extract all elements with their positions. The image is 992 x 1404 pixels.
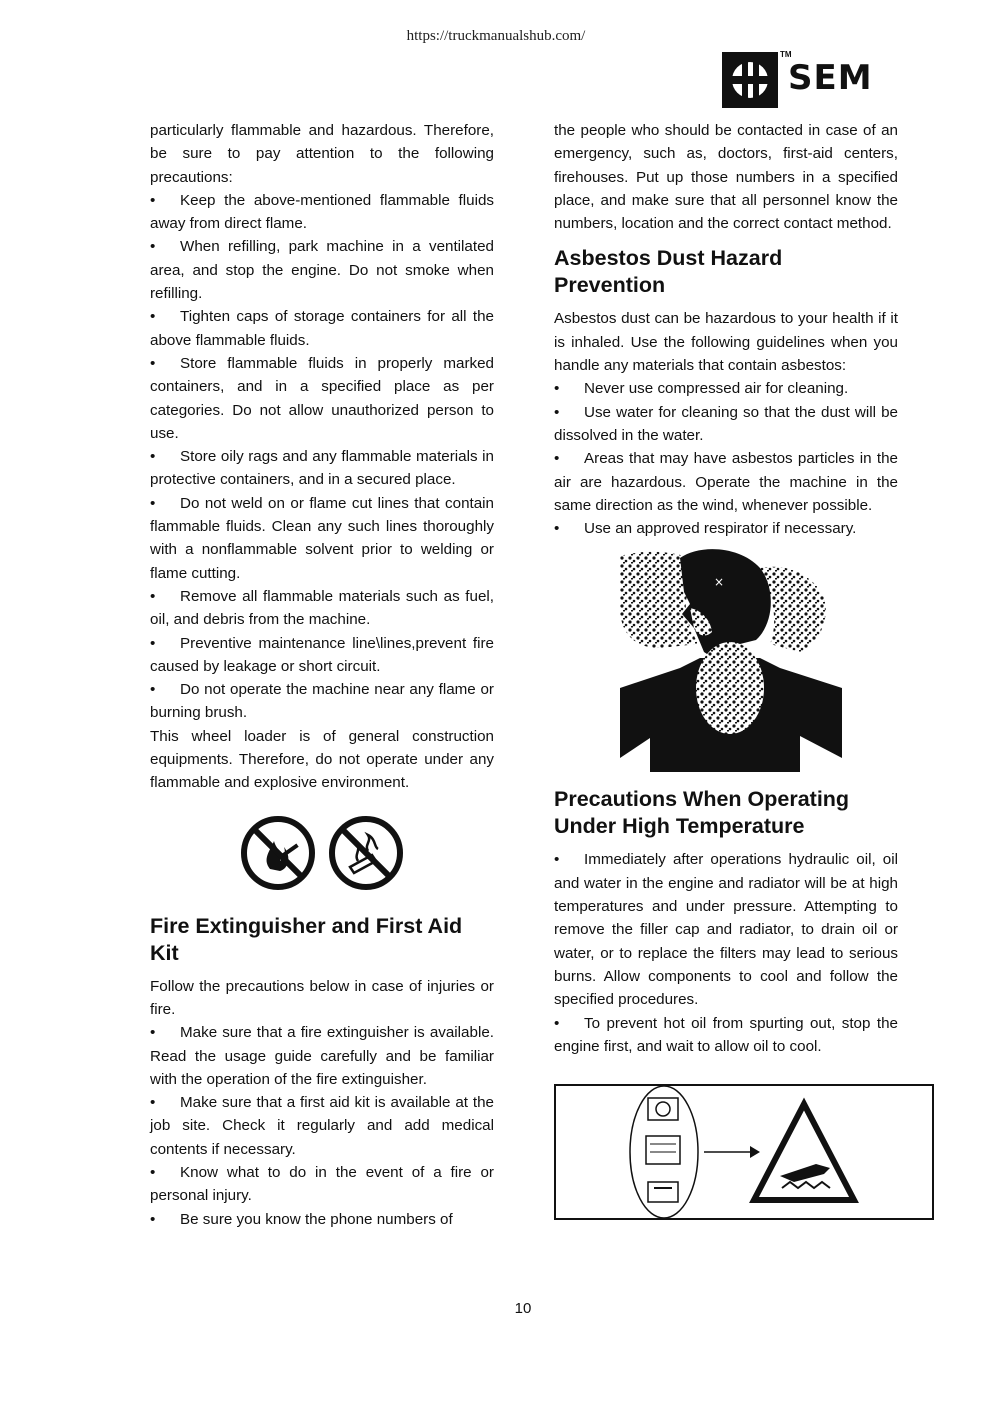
fire-extinguisher-heading: Fire Extinguisher and First Aid Kit bbox=[150, 913, 463, 965]
asbestos-heading: Asbestos Dust Hazard Prevention bbox=[554, 246, 783, 298]
list-item: • Make sure that a first aid kit is available at the job site. Check it regularly and add medical contents if necessary. bbox=[150, 1094, 494, 1158]
list-item: • Know what to do in the event of a fire or personal injury. bbox=[150, 1163, 494, 1205]
no-open-flame-icon bbox=[240, 815, 316, 891]
list-item: • Be sure you know the phone numbers of bbox=[150, 1210, 453, 1228]
list-item: • Use an approved respirator if necessary. bbox=[554, 520, 857, 538]
list-item: • Use water for cleaning so that the dust will be dissolved in the water. bbox=[554, 403, 898, 444]
list-item: • Make sure that a fire extinguisher is available. Read the usage guide carefully and be familiar with the operation of the fire extinguisher. bbox=[150, 1024, 494, 1088]
list-item: • To prevent hot oil from spurting out, stop the engine first, and wait to allow oil to cool. bbox=[554, 1014, 898, 1055]
right-column bbox=[554, 119, 898, 1220]
asbestos-inhalation-icon bbox=[620, 548, 846, 772]
high-temperature-heading: Precautions When Operating Under High Temperature bbox=[554, 787, 850, 839]
list-item: • Preventive maintenance line\lines,prevent fire caused by leakage or short circuit. bbox=[150, 634, 494, 675]
left-column bbox=[150, 119, 494, 1231]
closing-paragraph: This wheel loader is of general construction equipments. Therefore, do not operate under any flammable and explosive environment. bbox=[150, 727, 494, 792]
page-number: 10 bbox=[514, 1300, 532, 1317]
list-item: • Areas that may have asbestos particles in the air are hazardous. Operate the machine in the same direction as the wind, whenever possible. bbox=[554, 450, 898, 514]
list-item: • Do not operate the machine near any flame or burning brush. bbox=[150, 681, 494, 722]
fire-intro-paragraph: Follow the precautions below in case of injuries or fire. bbox=[150, 977, 494, 1018]
list-item: • When refilling, park machine in a ventilated area, and stop the engine. Do not smoke when refilling. bbox=[150, 238, 494, 303]
list-item: • Store oily rags and any flammable materials in protective containers, and in a secured place. bbox=[150, 448, 494, 489]
battery-icon bbox=[648, 1182, 678, 1202]
source-url: https://truckmanualshub.com/ bbox=[406, 28, 586, 44]
sem-logo bbox=[720, 50, 890, 110]
no-smoking-icon bbox=[328, 815, 404, 891]
list-item: • Store flammable fluids in properly marked containers, and in a specified place as per categories. Do not allow unauthorized person to use. bbox=[150, 354, 494, 442]
logo-wordmark: SEM bbox=[788, 58, 873, 98]
intro-paragraph: particularly flammable and hazardous. Therefore, be sure to pay attention to the following precautions: bbox=[150, 122, 494, 186]
list-item: • Never use compressed air for cleaning. bbox=[554, 380, 849, 398]
svg-text:×: × bbox=[714, 575, 725, 590]
trademark-mark: TM bbox=[780, 50, 792, 59]
list-item: • Remove all flammable materials such as fuel, oil, and debris from the machine. bbox=[150, 587, 494, 629]
engine-icon bbox=[646, 1136, 680, 1164]
list-item: • Do not weld on or flame cut lines that contain flammable fluids. Clean any such lines thoroughly with a nonflammable solvent prior to welding or flame cutting. bbox=[150, 494, 494, 582]
continuation-paragraph: the people who should be contacted in case of an emergency, such as, doctors, first-aid centers, firehouses. Put up those numbers in a specified place, and make sure that all personnel know the numbers, location and the correct contact method. bbox=[554, 122, 898, 233]
hot-fluid-warning-figure bbox=[554, 1084, 934, 1220]
list-item: • Tighten caps of storage containers for all the above flammable fluids. bbox=[150, 308, 494, 349]
list-item: • Keep the above-mentioned flammable fluids away from direct flame. bbox=[150, 191, 494, 233]
list-item: • Immediately after operations hydraulic oil, oil and water in the engine and radiator will be at high temperatures and under pressure. Attempting to remove the filler cap and radiator, to drain oil or water, or to replace the filters may lead to serious burns. Allow components to cool and follow the specified procedures. bbox=[554, 851, 898, 1009]
sem-logo-icon bbox=[720, 50, 782, 110]
prohibition-signs bbox=[150, 815, 494, 891]
asbestos-intro-paragraph: Asbestos dust can be hazardous to your health if it is inhaled. Use the following guidelines when you handle any materials that contain asbestos: bbox=[554, 310, 898, 375]
